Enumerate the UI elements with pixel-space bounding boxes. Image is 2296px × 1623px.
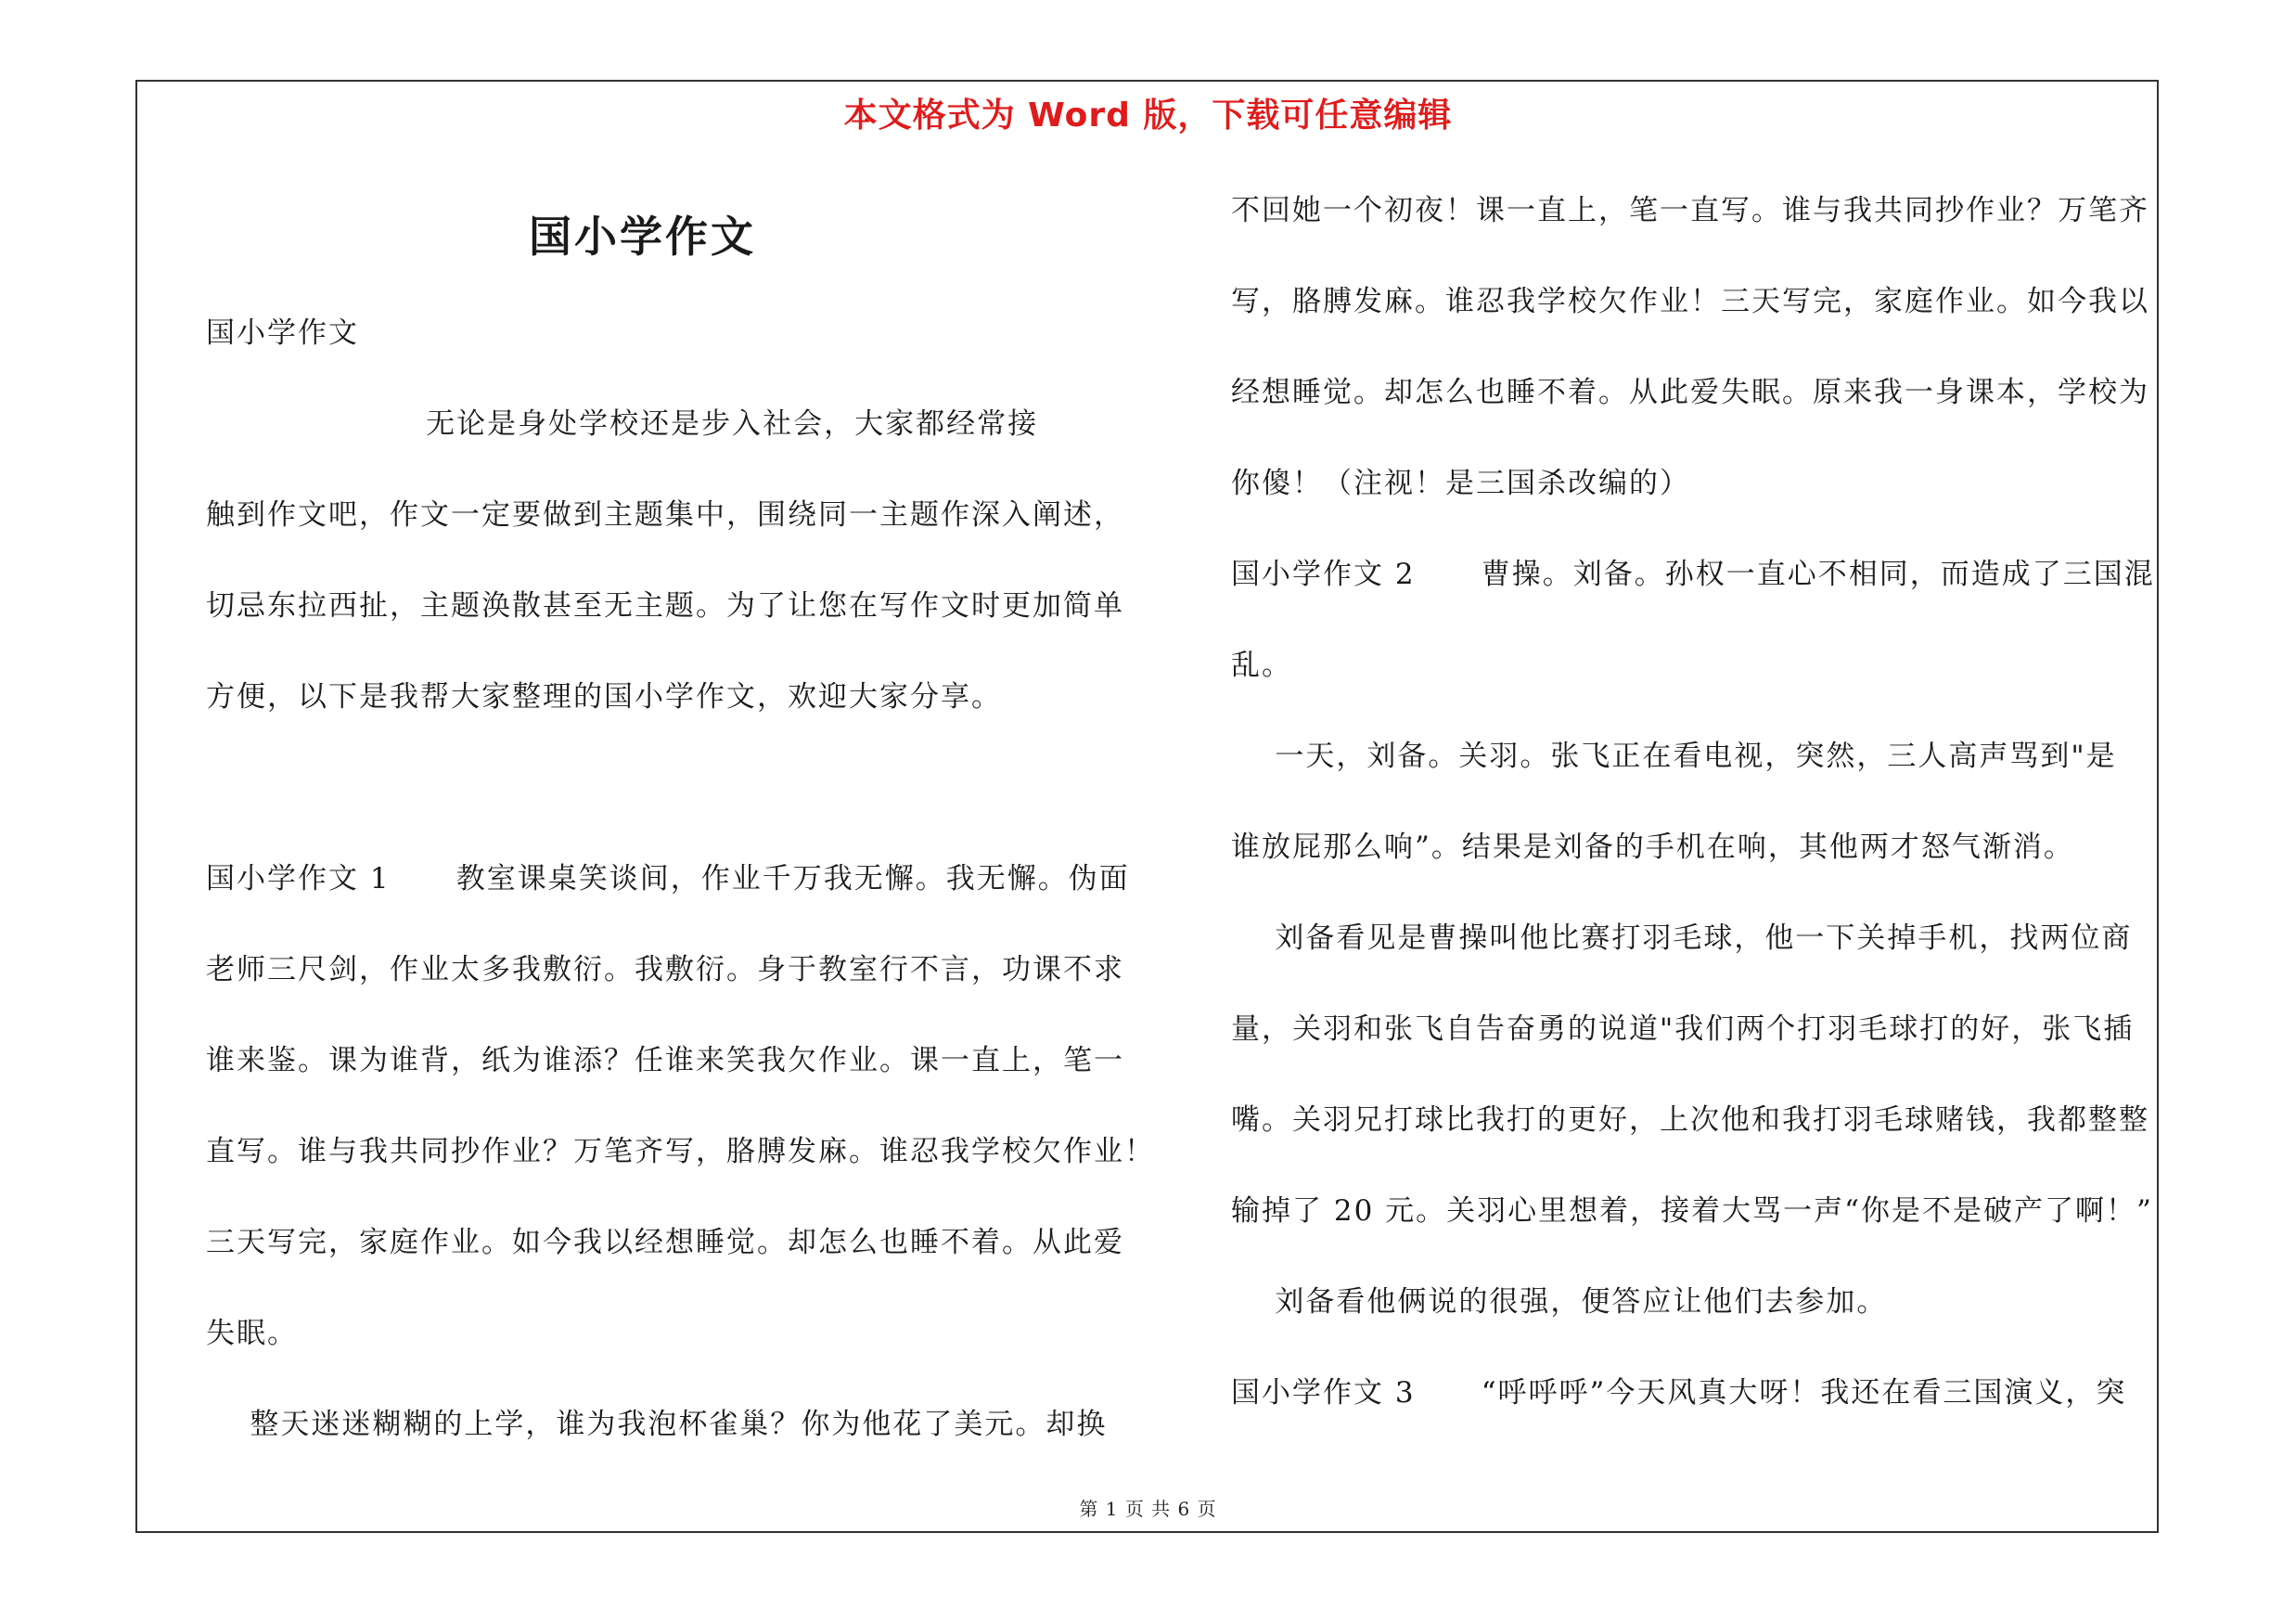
paragraph-line: 谁来鉴。课为谁背，纸为谁添？任谁来笑我欠作业。课一直上，笔一 [206, 1044, 1124, 1077]
right-column [1231, 165, 2155, 1438]
paragraph-line: 乱。 [1231, 649, 1292, 682]
paragraph-line: 你傻！（注视！是三国杀改编的） [1231, 467, 1690, 500]
paragraph-line: 国小学作文 [206, 316, 359, 350]
paragraph-line: 刘备看见是曹操叫他比赛打羽毛球，他一下关掉手机，找两位商 [1231, 921, 2133, 955]
paragraph-line: 嘴。关羽兄打球比我打的更好，上次他和我打羽毛球赌钱，我都整整 [1231, 1103, 2149, 1137]
paragraph-line: 国小学作文 1 教室课桌笑谈间，作业千万我无懈。我无懈。伪面 [206, 862, 1130, 895]
paragraph-line: 国小学作文 2 曹操。刘备。孙权一直心不相同，而造成了三国混 [1231, 558, 2155, 591]
blank-line [206, 742, 1124, 833]
paragraph-line: 量，关羽和张飞自告奋勇的说道"我们两个打羽毛球打的好，张飞插 [1231, 1012, 2135, 1046]
paragraph-line: 直写。谁与我共同抄作业？万笔齐写，胳膊发麻。谁忍我学校欠作业！ [206, 1135, 1155, 1168]
paragraph-line: 方便，以下是我帮大家整理的国小学作文，欢迎大家分享。 [206, 680, 1002, 714]
paragraph-line: 刘备看他俩说的很强，便答应让他们去参加。 [1231, 1285, 1888, 1319]
paragraph-line: 三天写完，家庭作业。如今我以经想睡觉。却怎么也睡不着。从此爱 [206, 1226, 1124, 1259]
paragraph-line: 一天，刘备。关羽。张飞正在看电视，突然，三人高声骂到"是 [1231, 740, 2117, 773]
paragraph-line: 不回她一个初夜！课一直上，笔一直写。谁与我共同抄作业？万笔齐 [1231, 194, 2149, 227]
paragraph-line: 老师三尺剑，作业太多我敷衍。我敷衍。身于教室行不言，功课不求 [206, 953, 1124, 986]
page-number: 第 1 页 共 6 页 [1079, 1498, 1217, 1520]
paragraph-line: 整天迷迷糊糊的上学，谁为我泡杯雀巢？你为他花了美元。却换 [206, 1408, 1108, 1441]
paragraph-line: 国小学作文 3 “呼呼呼”今天风真大呀！我还在看三国演义，突 [1231, 1376, 2127, 1410]
paragraph-line: 无论是身处学校还是步入社会，大家都经常接 [206, 407, 1039, 441]
paragraph-line: 切忌东拉西扯，主题涣散甚至无主题。为了让您在写作文时更加简单 [206, 589, 1124, 623]
paragraph-line: 失眠。 [206, 1317, 298, 1350]
paragraph-line: 写，胳膊发麻。谁忍我学校欠作业！三天写完，家庭作业。如今我以 [1231, 285, 2149, 318]
paragraph-line: 触到作文吧，作文一定要做到主题集中，围绕同一主题作深入阐述， [206, 498, 1124, 532]
left-column [206, 186, 1155, 1470]
format-banner: 本文格式为 Word 版，下载可任意编辑 [843, 97, 1453, 135]
paragraph-line: 经想睡觉。却怎么也睡不着。从此爱失眠。原来我一身课本，学校为 [1231, 376, 2149, 409]
paragraph-line: 输掉了 20 元。关羽心里想着，接着大骂一声“你是不是破产了啊！” [1231, 1194, 2153, 1228]
document-title: 国小学作文 [529, 212, 756, 262]
paragraph-line: 谁放屁那么响”。结果是刘备的手机在响，其他两才怒气渐消。 [1231, 831, 2074, 864]
